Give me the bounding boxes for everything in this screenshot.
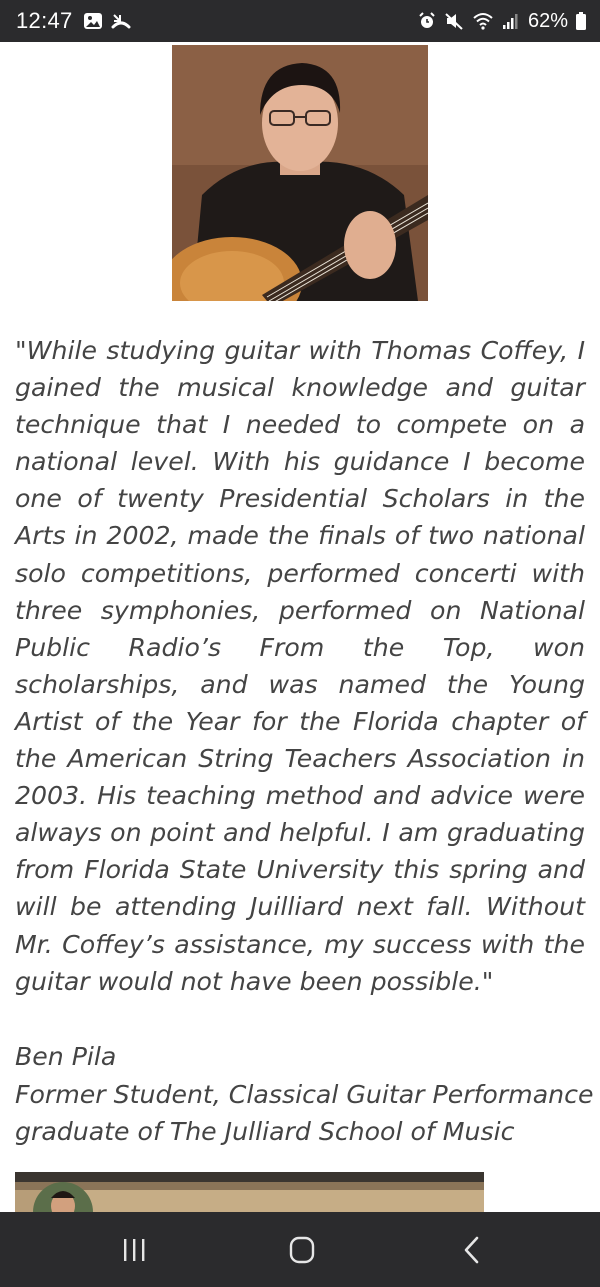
mute-icon — [444, 12, 464, 30]
signal-icon — [502, 12, 520, 30]
testimonial-author: Ben Pila — [15, 1042, 117, 1071]
system-icons — [418, 10, 586, 33]
back-icon[interactable] — [452, 1234, 492, 1266]
testimonial-author-title: Former Student, Classical Guitar Performance — [15, 1079, 594, 1109]
system-nav-bar — [0, 1212, 600, 1287]
page-content — [0, 42, 600, 1212]
battery-percent: 62% — [527, 9, 568, 32]
next-testimonial-image — [15, 1172, 484, 1212]
alarm-icon — [418, 12, 436, 30]
testimonial-author-school: graduate of The Julliard School of Music — [15, 1117, 515, 1146]
recents-icon[interactable] — [114, 1234, 154, 1266]
guitarist-portrait-image — [172, 45, 428, 301]
status-bar — [0, 0, 600, 42]
wifi-icon — [472, 12, 494, 30]
status-time: 12:47 — [16, 8, 73, 33]
home-icon[interactable] — [282, 1234, 322, 1266]
battery-icon — [576, 12, 586, 30]
testimonial-quote: "While studying guitar with Thomas Coffey, I gained the musical knowledge and guitar technique that I needed to compete on a national level. With his guidance I become one of twenty Presidential Scholars in the Arts in 2002, made the finals of two national solo competitions, performed concerti with three symphonies, performed on National Public Radio’s From the Top, won scholarships, and was named the Young Artist of the Year for the Florida chapter of the American String Teachers Association in 2003. His teaching method and advice were always on point and helpful. I am graduating from Florida State University this spring and will be attending Juilliard next fall. Without Mr. Coffey’s assistance, my success with the guitar would not have been possible." — [15, 336, 585, 996]
gallery-icon — [83, 12, 103, 30]
testimonial-attribution — [15, 1038, 595, 1151]
missed-call-icon — [111, 12, 131, 30]
notification-icons — [83, 12, 131, 30]
